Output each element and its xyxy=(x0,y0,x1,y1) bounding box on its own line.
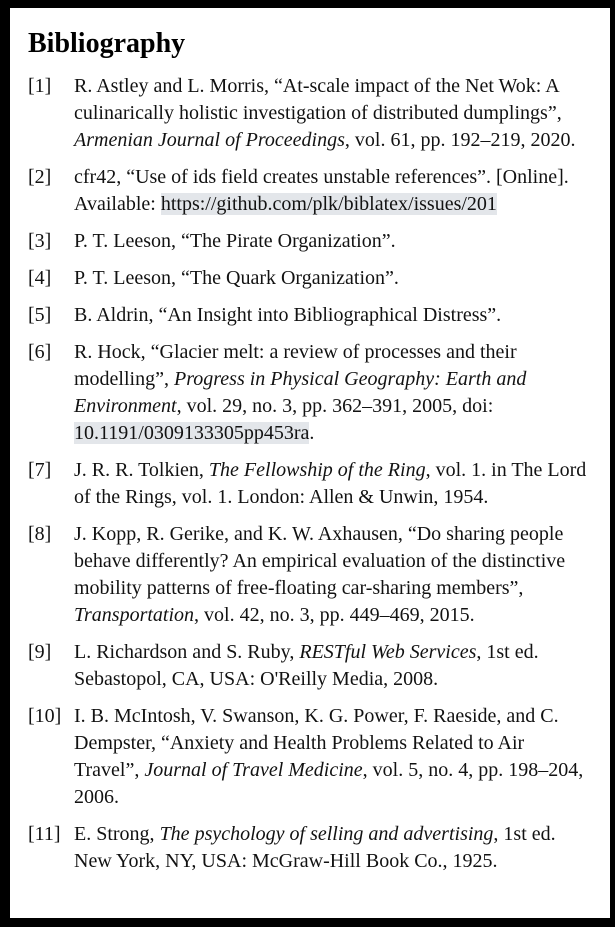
reference-text-segment: J. Kopp, R. Gerike, and K. W. Axhausen, “Do sharing people behave differently? An empirical evaluation of the distinctive mobility patterns of free-floating car-sharing members”, xyxy=(74,523,566,599)
reference-link[interactable]: 10.1191/0309133305pp453ra xyxy=(74,422,310,444)
reference-entry xyxy=(28,821,594,875)
reference-text-segment: J. R. R. Tolkien, xyxy=(74,459,209,481)
reference-number: [10] xyxy=(28,705,62,727)
reference-entry xyxy=(28,228,594,255)
reference-text-segment: R. Hock, “Glacier melt: a review of processes and their modelling”, xyxy=(74,341,517,390)
reference-text-segment: P. T. Leeson, “The Quark Organization”. xyxy=(74,267,399,289)
document-page xyxy=(10,8,610,918)
reference-text xyxy=(74,228,594,255)
reference-work-title: RESTful Web Services xyxy=(299,641,477,663)
reference-number: [11] xyxy=(28,823,61,845)
reference-text xyxy=(74,703,594,811)
reference-text xyxy=(74,821,594,875)
reference-text xyxy=(74,639,594,693)
reference-text xyxy=(74,302,594,329)
reference-text-segment: . xyxy=(309,422,315,444)
reference-work-title: Armenian Journal of Proceedings xyxy=(74,129,345,151)
reference-number: [9] xyxy=(28,641,52,663)
reference-entry xyxy=(28,73,594,154)
reference-text xyxy=(74,457,594,511)
reference-work-title: Journal of Travel Medicine xyxy=(144,759,363,781)
reference-text-segment: , 1st ed. New York, NY, USA: McGraw-Hill Book Co., 1925. xyxy=(74,823,556,872)
reference-entry xyxy=(28,521,594,629)
reference-number: [2] xyxy=(28,166,52,188)
reference-text-segment: cfr42, “Use of ids field creates unstable references”. [Online]. Available: xyxy=(74,166,569,215)
reference-text-segment: , vol. 61, pp. 192–219, 2020. xyxy=(344,129,576,151)
reference-text xyxy=(74,73,594,154)
reference-entry xyxy=(28,339,594,447)
bibliography-list xyxy=(28,73,594,875)
reference-number: [1] xyxy=(28,75,52,97)
reference-text-segment: I. B. McIntosh, V. Swanson, K. G. Power, F. Raeside, and C. Dempster, “Anxiety and Health Problems Related to Air Travel”, xyxy=(74,705,559,781)
reference-work-title: Transportation xyxy=(74,604,195,626)
reference-entry xyxy=(28,302,594,329)
reference-text xyxy=(74,339,594,447)
reference-number: [6] xyxy=(28,341,52,363)
reference-entry xyxy=(28,639,594,693)
reference-text-segment: E. Strong, xyxy=(74,823,160,845)
reference-text-segment: , vol. 5, no. 4, pp. 198–204, 2006. xyxy=(74,759,584,808)
reference-text-segment: , vol. 29, no. 3, pp. 362–391, 2005, doi: xyxy=(176,395,494,417)
reference-number: [8] xyxy=(28,523,52,545)
reference-text xyxy=(74,265,594,292)
reference-entry xyxy=(28,457,594,511)
reference-work-title: Progress in Physical Geography: Earth and Environment xyxy=(74,368,527,417)
reference-work-title: The psychology of selling and advertising xyxy=(159,823,494,845)
reference-text-segment: R. Astley and L. Morris, “At-scale impact of the Net Wok: A culinarically holistic investigation of distributed dumplings”, xyxy=(74,75,562,124)
reference-number: [7] xyxy=(28,459,52,481)
reference-text-segment: L. Richardson and S. Ruby, xyxy=(74,641,300,663)
reference-number: [4] xyxy=(28,267,52,289)
reference-text-segment: , 1st ed. Sebastopol, CA, USA: O'Reilly Media, 2008. xyxy=(74,641,539,690)
reference-entry xyxy=(28,703,594,811)
reference-text-segment: B. Aldrin, “An Insight into Bibliographical Distress”. xyxy=(74,304,502,326)
reference-text-segment: P. T. Leeson, “The Pirate Organization”. xyxy=(74,230,396,252)
reference-number: [5] xyxy=(28,304,52,326)
reference-link[interactable]: https://github.com/plk/biblatex/issues/201 xyxy=(160,193,497,215)
reference-entry xyxy=(28,265,594,292)
reference-text-segment: , vol. 42, no. 3, pp. 449–469, 2015. xyxy=(194,604,475,626)
reference-entry xyxy=(28,164,594,218)
reference-text xyxy=(74,164,594,218)
reference-text-segment: , vol. 1. in The Lord of the Rings, vol. 1. London: Allen & Unwin, 1954. xyxy=(74,459,587,508)
page-title: Bibliography xyxy=(28,28,186,59)
reference-work-title: The Fellowship of the Ring xyxy=(208,459,426,481)
reference-text xyxy=(74,521,594,629)
reference-number: [3] xyxy=(28,230,52,252)
